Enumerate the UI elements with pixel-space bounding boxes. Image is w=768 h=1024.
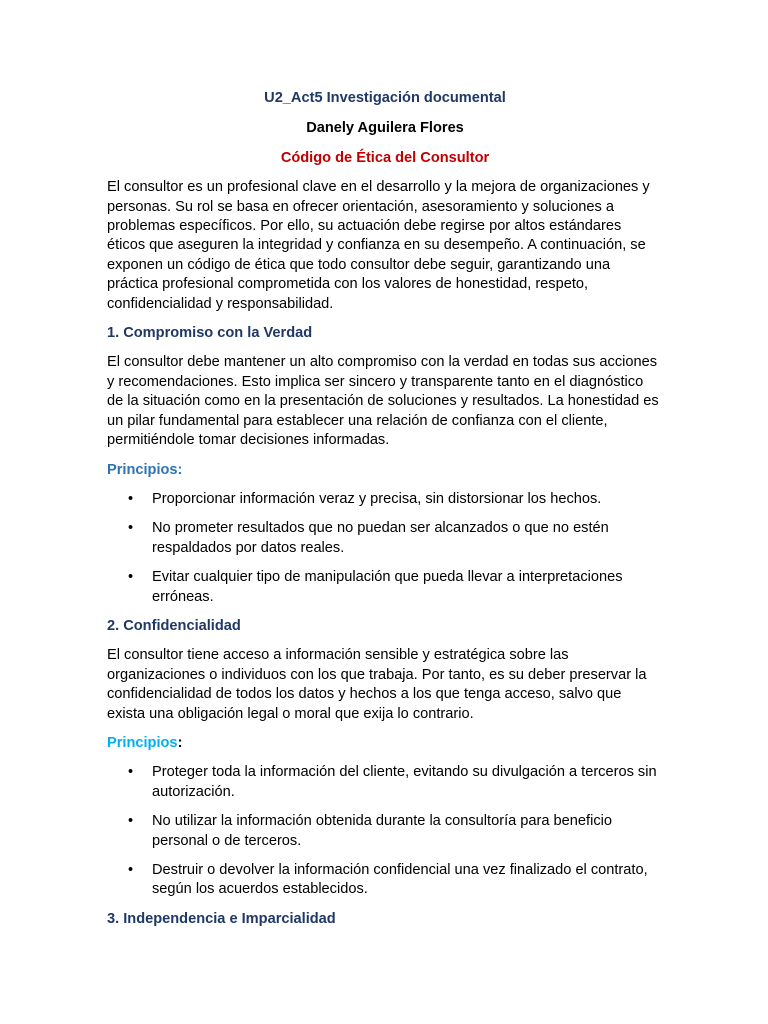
section-heading-confidencialidad: 2. Confidencialidad [107, 617, 241, 634]
bullet-icon: • [128, 520, 134, 537]
list-item [107, 568, 663, 607]
principles-list [107, 490, 663, 607]
list-item-text: No utilizar la información obtenida durante la consultoría para beneficio personal o de terceros. [152, 813, 612, 849]
bullet-icon: • [128, 862, 134, 878]
bullet-icon: • [128, 490, 134, 507]
list-item [107, 763, 663, 802]
bullet-icon: • [128, 569, 134, 586]
list-item [107, 490, 663, 509]
list-item [107, 519, 663, 558]
document-page [107, 89, 663, 939]
bullet-icon: • [128, 813, 134, 830]
document-title: Código de Ética del Consultor [280, 149, 490, 166]
list-item-text: Destruir o devolver la información confidencial una vez finalizado el contrato, según los acuerdos establecidos. [152, 862, 648, 898]
section-heading-independencia: 3. Independencia e Imparcialidad [107, 910, 336, 927]
principles-label-colon: : [177, 734, 183, 751]
principles-label: Principios: [107, 461, 183, 478]
list-item [107, 812, 663, 851]
list-item-text: Evitar cualquier tipo de manipulación que pueda llevar a interpretaciones erróneas. [152, 569, 623, 605]
principles-label-text: Principios [107, 734, 178, 751]
list-item-text: Proporcionar información veraz y precisa, sin distorsionar los hechos. [152, 490, 602, 507]
list-item-text: Proteger toda la información del cliente, evitando su divulgación a terceros sin autorización. [152, 764, 657, 800]
principles-list [107, 763, 663, 899]
section-heading-compromiso-verdad: 1. Compromiso con la Verdad [107, 325, 313, 342]
document-code: U2_Act5 Investigación documental [264, 90, 506, 106]
section-body-confidencialidad: El consultor tiene acceso a información sensible y estratégica sobre las organizaciones o individuos con los que trabaja. Por tanto, es su deber preservar la confidencialidad de todos los datos y hechos a los que tenga acceso, salvo que exista una obligación legal o moral que exija lo contrario. [107, 647, 647, 722]
document-author: Danely Aguilera Flores [306, 120, 464, 137]
list-item-text: No prometer resultados que no puedan ser alcanzados o que no estén respaldados por datos reales. [152, 520, 609, 556]
intro-paragraph: El consultor es un profesional clave en el desarrollo y la mejora de organizaciones y personas. Su rol se basa en ofrecer orientación, asesoramiento y soluciones a problemas específicos. Por ello, su actuación debe regirse por altos estándares éticos que aseguren la integridad y confianza en su desempeño. A continuación, se exponen un código de ética que todo consultor debe seguir, garantizando una práctica profesional comprometida con los valores de honestidad, respeto, confidencialidad y responsabilidad. [107, 179, 650, 312]
principles-label [107, 734, 663, 753]
bullet-icon: • [128, 764, 134, 781]
section-body-compromiso-verdad: El consultor debe mantener un alto compromiso con la verdad en todas sus acciones y recomendaciones. Esto implica ser sincero y transparente tanto en el diagnóstico de la situación como en la presentación de soluciones y resultados. La honestidad es un pilar fundamental para establecer una relación de confianza con el cliente, permitiéndole tomar decisiones informadas. [107, 354, 659, 449]
list-item [107, 861, 663, 900]
